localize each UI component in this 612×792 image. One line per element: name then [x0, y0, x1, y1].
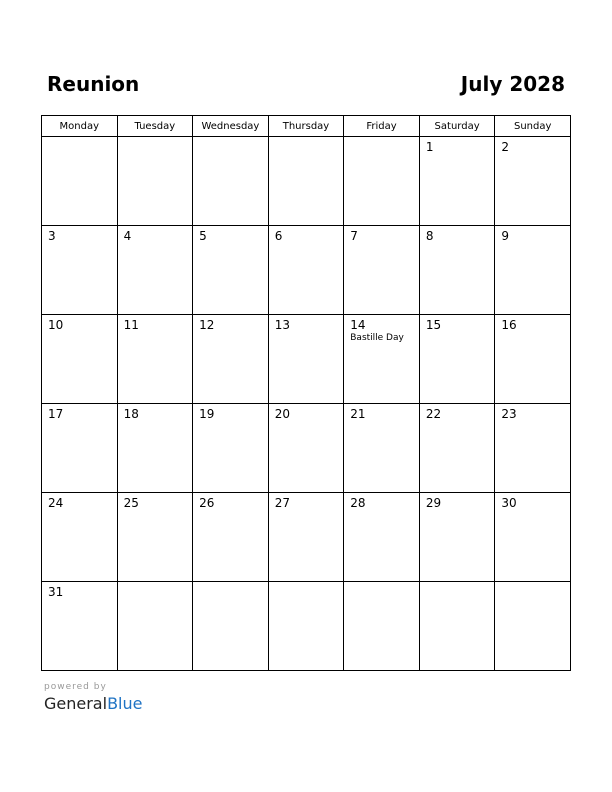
- day-cell: [495, 226, 571, 315]
- day-cell: [42, 226, 118, 315]
- weekday-wednesday: Wednesday: [193, 116, 269, 137]
- day-number: 1: [425, 140, 434, 154]
- empty-day-cell: [268, 137, 344, 226]
- day-cell: [344, 493, 420, 582]
- day-cell: [117, 226, 193, 315]
- day-cell: [117, 493, 193, 582]
- day-number: 15: [425, 318, 442, 332]
- day-number: 8: [425, 229, 434, 243]
- weekday-friday: Friday: [344, 116, 420, 137]
- footer: [44, 682, 142, 715]
- day-number: 11: [123, 318, 139, 332]
- day-number: 23: [501, 407, 517, 421]
- day-cell: [495, 493, 571, 582]
- day-cell: [193, 493, 269, 582]
- day-cell: [419, 493, 495, 582]
- day-number: 31: [48, 585, 64, 599]
- day-cell: [42, 404, 118, 493]
- day-cell: [268, 226, 344, 315]
- day-number: 13: [274, 318, 290, 332]
- empty-day-cell: [42, 137, 118, 226]
- region-title: Reunion: [47, 72, 140, 96]
- day-number: 27: [274, 496, 290, 510]
- day-cell: [495, 404, 571, 493]
- day-number: 21: [350, 407, 366, 421]
- day-cell: [419, 137, 495, 226]
- logo-general-text: General: [44, 694, 108, 713]
- week-row: [42, 493, 571, 582]
- week-row: [42, 582, 571, 671]
- day-number: 29: [425, 496, 442, 510]
- empty-day-cell: [117, 137, 193, 226]
- day-cell: [344, 315, 420, 404]
- day-number: 26: [199, 496, 215, 510]
- day-cell: [42, 582, 118, 671]
- empty-day-cell: [193, 137, 269, 226]
- day-number: 7: [350, 229, 358, 243]
- weekday-header-row: [42, 116, 571, 137]
- day-number: 22: [425, 407, 442, 421]
- empty-day-cell: [344, 137, 420, 226]
- day-number: 24: [48, 496, 64, 510]
- week-row: [42, 404, 571, 493]
- weekday-saturday: Saturday: [419, 116, 495, 137]
- calendar-body: [42, 137, 571, 671]
- empty-day-cell: [344, 582, 420, 671]
- weekday-tuesday: Tuesday: [117, 116, 193, 137]
- calendar-grid: [41, 115, 571, 671]
- empty-day-cell: [419, 582, 495, 671]
- day-cell: [117, 315, 193, 404]
- day-number: 30: [501, 496, 517, 510]
- day-cell: [344, 404, 420, 493]
- day-number: 16: [501, 318, 517, 332]
- day-number: 3: [48, 229, 56, 243]
- day-cell: [268, 493, 344, 582]
- day-cell: [344, 226, 420, 315]
- generalblue-logo[interactable]: [44, 693, 142, 715]
- day-number: 28: [350, 496, 366, 510]
- day-cell: [117, 404, 193, 493]
- empty-day-cell: [117, 582, 193, 671]
- holiday-label: Bastille Day: [350, 333, 404, 343]
- day-number: 20: [274, 407, 290, 421]
- day-cell: [193, 226, 269, 315]
- day-number: 5: [199, 229, 207, 243]
- day-number: 4: [123, 229, 132, 243]
- week-row: [42, 315, 571, 404]
- weekday-monday: Monday: [42, 116, 118, 137]
- day-cell: [419, 226, 495, 315]
- day-cell: [42, 493, 118, 582]
- day-number: 17: [48, 407, 64, 421]
- day-cell: [268, 404, 344, 493]
- day-number: 14: [350, 318, 366, 332]
- day-cell: [193, 404, 269, 493]
- day-cell: [268, 315, 344, 404]
- day-number: 10: [48, 318, 64, 332]
- day-number: 2: [501, 140, 510, 154]
- empty-day-cell: [495, 582, 571, 671]
- empty-day-cell: [268, 582, 344, 671]
- weekday-sunday: Sunday: [495, 116, 571, 137]
- week-row: [42, 226, 571, 315]
- month-title: July 2028: [460, 72, 565, 96]
- weekday-thursday: Thursday: [268, 116, 344, 137]
- day-cell: [193, 315, 269, 404]
- day-cell: [419, 315, 495, 404]
- day-cell: [419, 404, 495, 493]
- day-cell: [495, 315, 571, 404]
- empty-day-cell: [193, 582, 269, 671]
- powered-by-label: powered by: [44, 682, 107, 692]
- day-number: 18: [123, 407, 139, 421]
- day-cell: [42, 315, 118, 404]
- day-number: 12: [199, 318, 215, 332]
- week-row: [42, 137, 571, 226]
- logo-blue-text: Blue: [107, 694, 143, 713]
- day-number: 19: [199, 407, 215, 421]
- day-number: 25: [123, 496, 139, 510]
- day-number: 6: [274, 229, 283, 243]
- day-number: 9: [501, 229, 510, 243]
- day-cell: [495, 137, 571, 226]
